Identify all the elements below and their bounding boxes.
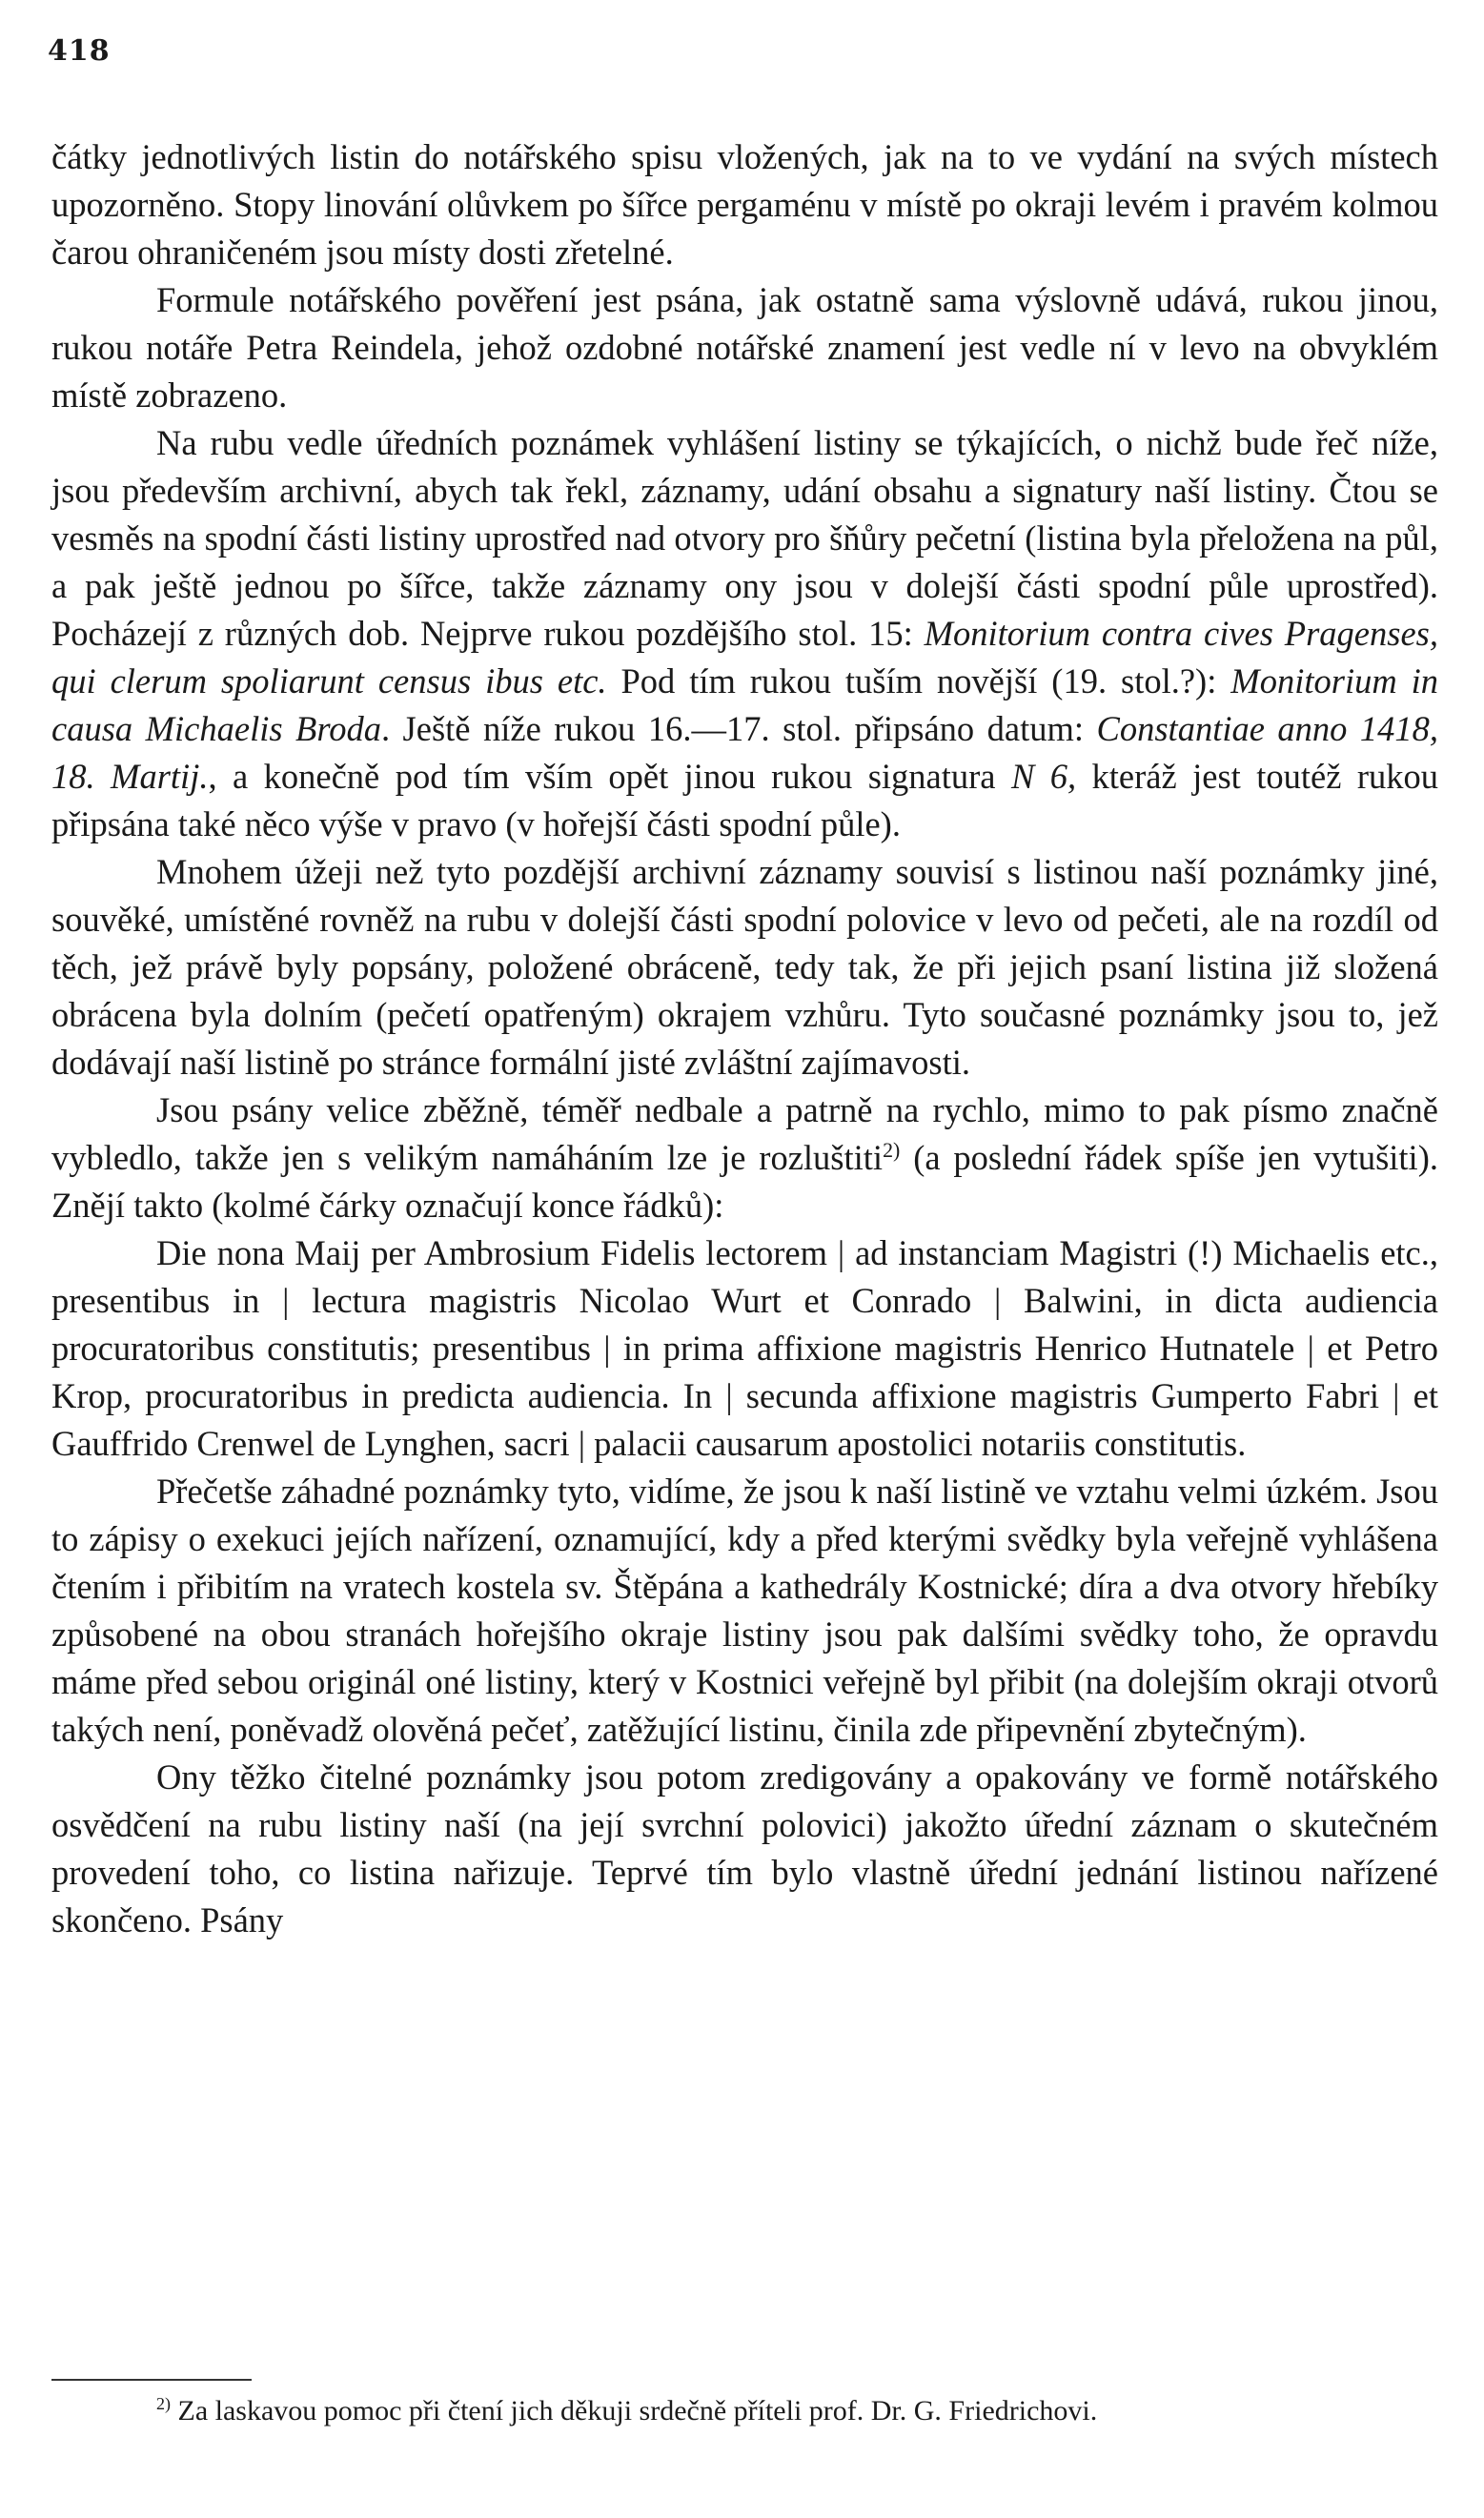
paragraph (51, 1086, 1438, 1229)
text-span: (a poslední řádek spíše jen vytušiti). Znějí takto (kolmé čárky označují konce řádků): (51, 1138, 1438, 1225)
paragraph: Mnohem úžeji než tyto pozdější archivní záznamy souvisí s listinou naší poznámky jiné, souvěké, umístěné rovněž na rubu v dolejší části spodní polovice v levo od pečeti, ale na rozdíl od těch, jež právě byly popsány, položené obráceně, tedy tak, že při jejich psaní listina již složená obrácena byla dolním (pečetí opatřeným) okrajem vzhůru. Tyto současné poznámky jsou to, jež dodávají naší listině po stránce formální jisté zvláštní zajímavosti. (51, 852, 1438, 1082)
paragraph: Ony těžko čitelné poznámky jsou potom zredigovány a opakovány ve formě notářského osvědčení na rubu listiny naší (na její svrchní polovici) jakožto úřední záznam o skutečném provedení toho, co listina nařizuje. Teprvé tím bylo vlastně úřední jednání listinou nařízené skončeno. Psány (51, 1757, 1438, 1939)
paragraph: čátky jednotlivých listin do notářského spisu vložených, jak na to ve vydání na svých místech upozorněno. Stopy linování olůvkem po šířce pergaménu v místě po okraji levém i pravém kolmou čarou ohraničeném jsou místy dosti zřetelné. (51, 137, 1438, 272)
italic-phrase: Constantiae anno 1418, 18. Martij. (51, 709, 1439, 796)
text-span: . Ještě níže rukou 16.—17. stol. připsáno datum: (380, 709, 1085, 748)
body-text (51, 133, 1438, 1944)
latin-quotation: Die nona Maij per Ambrosium Fidelis lectorem | ad instanciam Magistri (!) Michaelis etc., presentibus in | lectura magistris Nicolao Wurt et Conrado | Balwini, in dicta audiencia procuratoribus constitutis; presentibus | in prima affixione magistris Henrico Hutnatele | et Petro Krop, procuratoribus in predicta audiencia. In | secunda affixione magistris Gumperto Fabri | et Gauffrido Crenwel de Lynghen, sacri | palacii causarum apostolici notariis constitutis. (51, 1233, 1438, 1463)
footnote-ref: 2) (883, 1137, 901, 1162)
paragraph-archival-notes (51, 419, 1438, 848)
footnote-marker: 2) (156, 2394, 171, 2413)
footnote-divider (51, 2379, 252, 2381)
page-number: 418 (48, 34, 111, 68)
text-span: , a konečně pod tím vším opět jinou rukou signatura (208, 757, 996, 796)
paragraph: Přečetše záhadné poznámky tyto, vidíme, že jsou k naší listině ve vztahu velmi úzkém. Jsou to zápisy o exekuci jejích nařízení, oznamující, kdy a před kterými svědky byla veřejně vyhlášena čtením i přibitím na vratech kostela sv. Štěpána a kathedrály Kostnické; díra a dva otvory hřebíky způsobené na obou stranách hořejšího okraje listiny jsou pak dalšími svědky toho, že opravdu máme před sebou originál oné listiny, který v Kostnici veřejně byl přibit (na dolejším okraji otvorů takých není, poněvadž olověná pečeť, zatěžující listinu, činila zde připevnění zbytečným). (51, 1472, 1438, 1749)
italic-phrase: Monitorium contra cives Pragenses, qui clerum spoliarunt census ibus etc. (51, 614, 1438, 701)
text-span: Pod tím rukou tuším novější (19. stol.?): (620, 661, 1217, 701)
italic-phrase: N 6, (1010, 757, 1077, 796)
footnote-text: Za laskavou pomoc při čtení jich děkuji srdečně příteli prof. Dr. G. Friedrichovi. (177, 2395, 1098, 2427)
footnote (51, 2392, 1438, 2430)
text-span: Na rubu vedle úředních poznámek vyhlášení listiny se týkajících, o nichž bude řeč níže, jsou především archivní, abych tak řekl, záznamy, udání obsahu a signatury naší listiny. Čtou se vesměs na spodní části listiny uprostřed nad otvory pro šňůry pečetní (listina byla přeložena na půl, a pak ještě jednou po šířce, takže záznamy ony jsou v dolejší části spodní půle uprostřed). Pocházejí z různých dob. Nejprve rukou pozdějšího stol. 15: (51, 423, 1438, 653)
text-span: Jsou psány velice zběžně, téměř nedbale a patrně na rychlo, mimo to pak písmo značně vybledlo, takže jen s velikým namáháním lze je rozluštiti (51, 1090, 1438, 1177)
text-span: kteráž jest toutéž rukou připsána také něco výše v pravo (v hořejší části spodní půle). (51, 757, 1438, 843)
paragraph: Formule notářského pověření jest psána, jak ostatně sama výslovně udává, rukou jinou, rukou notáře Petra Reindela, jehož ozdobné notářské znamení jest vedle ní v levo na obvyklém místě zobrazeno. (51, 280, 1438, 415)
italic-phrase: Monitorium in causa Michaelis Broda (51, 661, 1439, 748)
